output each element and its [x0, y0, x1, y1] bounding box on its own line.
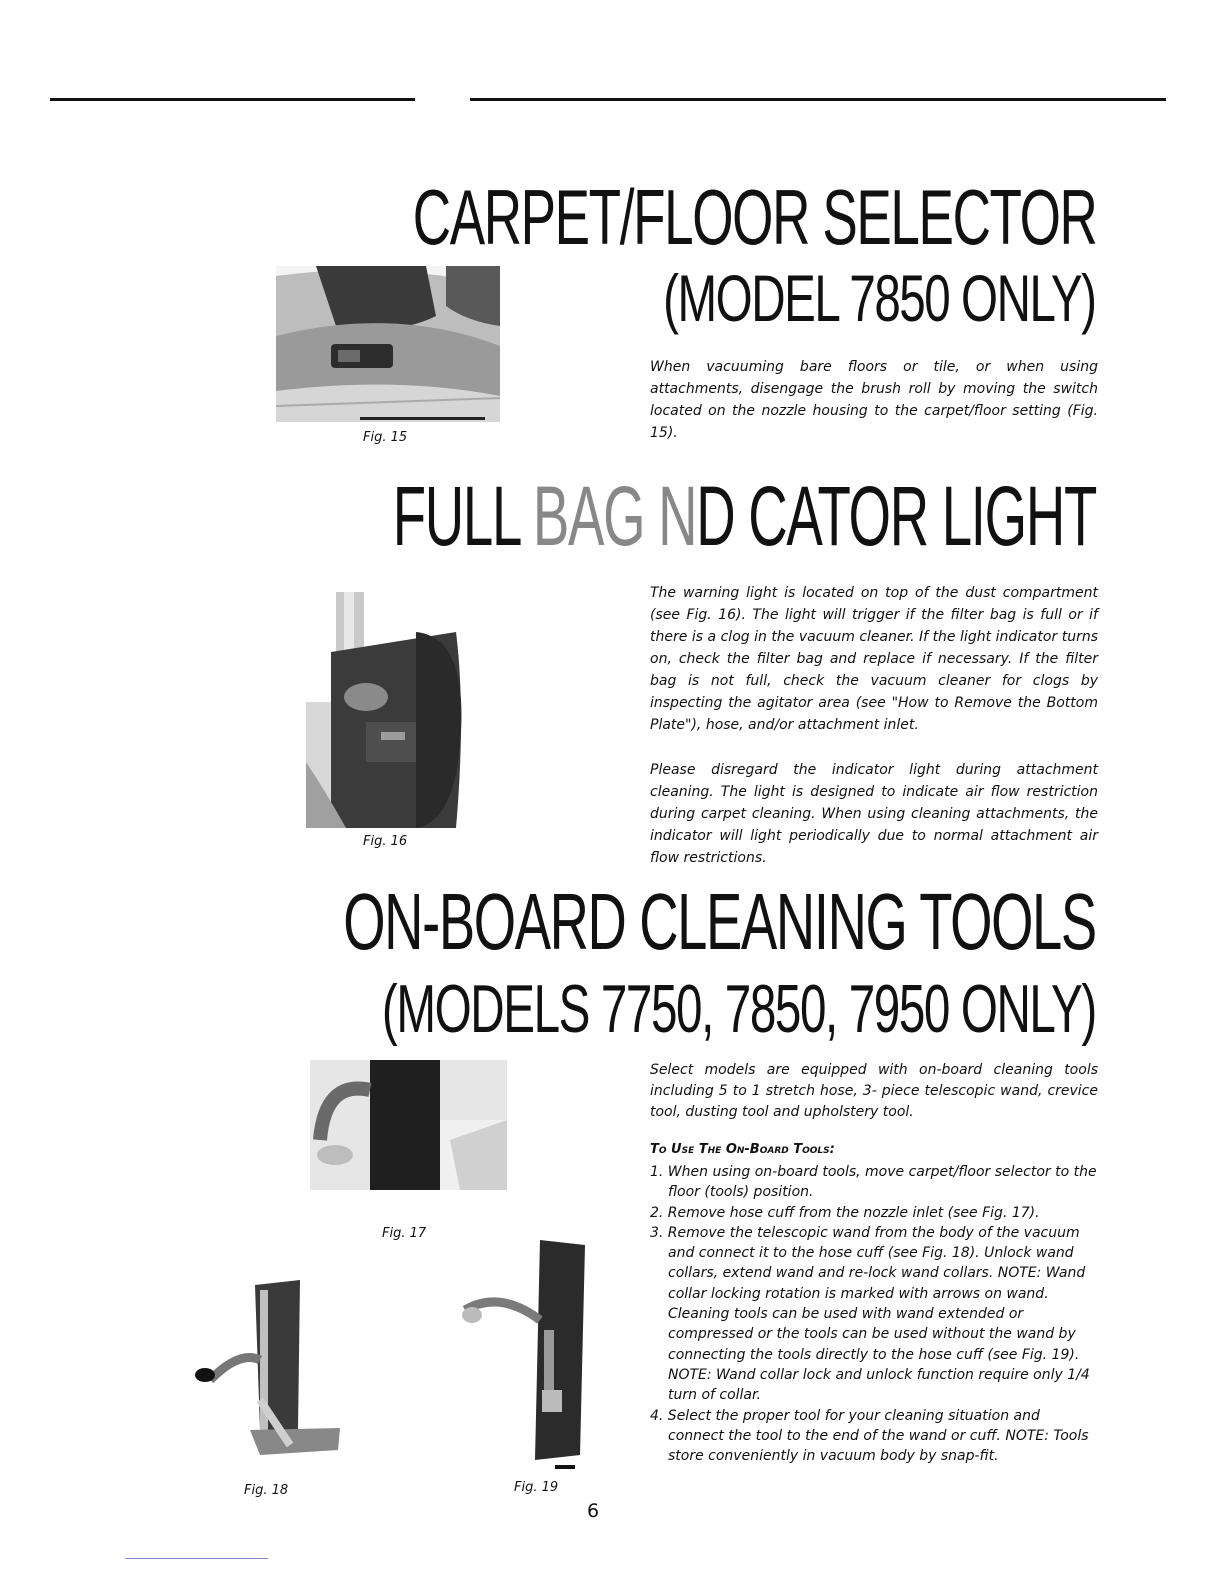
- step-1: 1. When using on-board tools, move carpet/floor selector to the floor (tools) position.: [650, 1164, 1097, 1201]
- fig-17-caption: Fig. 17: [382, 1226, 427, 1241]
- section-title-carpet-floor-selector: CARPET/FLOOR SELECTOR: [412, 173, 1096, 261]
- hose-cuff-illustration: [310, 1060, 507, 1190]
- dust-compartment-illustration: [306, 592, 462, 828]
- step-note: NOTE: Wand collar lock and unlock function require only 1/4 turn of collar.: [668, 1366, 1090, 1404]
- step-2: 2. Remove hose cuff from the nozzle inlet (see Fig. 17).: [650, 1204, 1040, 1221]
- fig-15-photo: [276, 266, 500, 422]
- fig-17-photo: [310, 1060, 507, 1190]
- section2-body-2: Please disregard the indicator light during attachment cleaning. The light is designed to indicate air flow restriction during carpet cleaning. When using cleaning attachments, the indicator will light periodically due to normal attachment air flow restrictions.: [650, 762, 1098, 866]
- section3-subheading: To Use The On-Board Tools:: [650, 1142, 835, 1157]
- fig-19-caption: Fig. 19: [514, 1480, 559, 1495]
- fig-16-caption: Fig. 16: [363, 834, 408, 849]
- footer-rule: [125, 1558, 268, 1559]
- fig-15-underline: [360, 417, 485, 420]
- page-number: 6: [587, 1500, 600, 1522]
- section-title-full-bag-indicator-light: [392, 469, 1096, 563]
- section2-body-1: The warning light is located on top of the dust compartment (see Fig. 16). The light will trigger if the filter bag is full or if there is a clog in the vacuum cleaner. If the light indicator turns on, check the filter bag and replace if necessary. If the filter bag is not full, check the vacuum cleaner for clogs by inspecting the agitator area (see "How to Remove the Bottom Plate"), hose, and/or attachment inlet.: [650, 585, 1098, 733]
- title-part-dcator-light: D CATOR LIGHT: [696, 469, 1096, 563]
- header-rule-right: [470, 98, 1166, 101]
- fig-18-caption: Fig. 18: [244, 1483, 289, 1498]
- title-part-n: N: [658, 469, 697, 563]
- fig-15-caption: Fig. 15: [363, 430, 408, 445]
- title-part-space: [644, 469, 658, 563]
- section1-body: When vacuuming bare floors or tile, or when using attachments, disengage the brush roll by moving the switch located on the nozzle housing to the carpet/floor setting (Fig. 15).: [650, 359, 1098, 441]
- header-rule-left: [50, 98, 415, 101]
- fig-19-photo: [460, 1240, 585, 1472]
- section-subtitle-model-7850: (MODEL 7850 ONLY): [663, 261, 1096, 335]
- step-3: 3. Remove the telescopic wand from the body of the vacuum and connect it to the hose cuff (see Fig. 18). Unlock wand collars, extend wand and re-lock wand collars. NOTE: Wand collar locking rotation is marked with arrows on wand. Cleaning tools can be used with wand extended or compressed or the tools can be used without the wand by connecting the tools directly to the hose cuff (see Fig. 19).: [650, 1224, 1086, 1363]
- title-part-full: FULL: [392, 469, 533, 563]
- title-part-bag: BAG: [532, 469, 645, 563]
- wand-connected-illustration: [190, 1280, 340, 1465]
- tool-on-hose-cuff-illustration: [460, 1240, 585, 1472]
- step-4: 4. Select the proper tool for your cleaning situation and connect the tool to the end of the wand or cuff. NOTE: Tools store conveniently in vacuum body by snap-fit.: [650, 1407, 1089, 1465]
- fig-16-photo: [306, 592, 462, 828]
- section-subtitle-models: (MODELS 7750, 7850, 7950 ONLY): [382, 971, 1096, 1047]
- section3-steps: [650, 1162, 1100, 1466]
- nozzle-switch-illustration: [276, 266, 500, 422]
- section3-intro: Select models are equipped with on-board cleaning tools including 5 to 1 stretch hose, 3- piece telescopic wand, crevice tool, dusting tool and upholstery tool.: [650, 1062, 1098, 1120]
- fig-18-photo: [190, 1280, 340, 1465]
- section-title-on-board-cleaning-tools: ON-BOARD CLEANING TOOLS: [343, 877, 1096, 966]
